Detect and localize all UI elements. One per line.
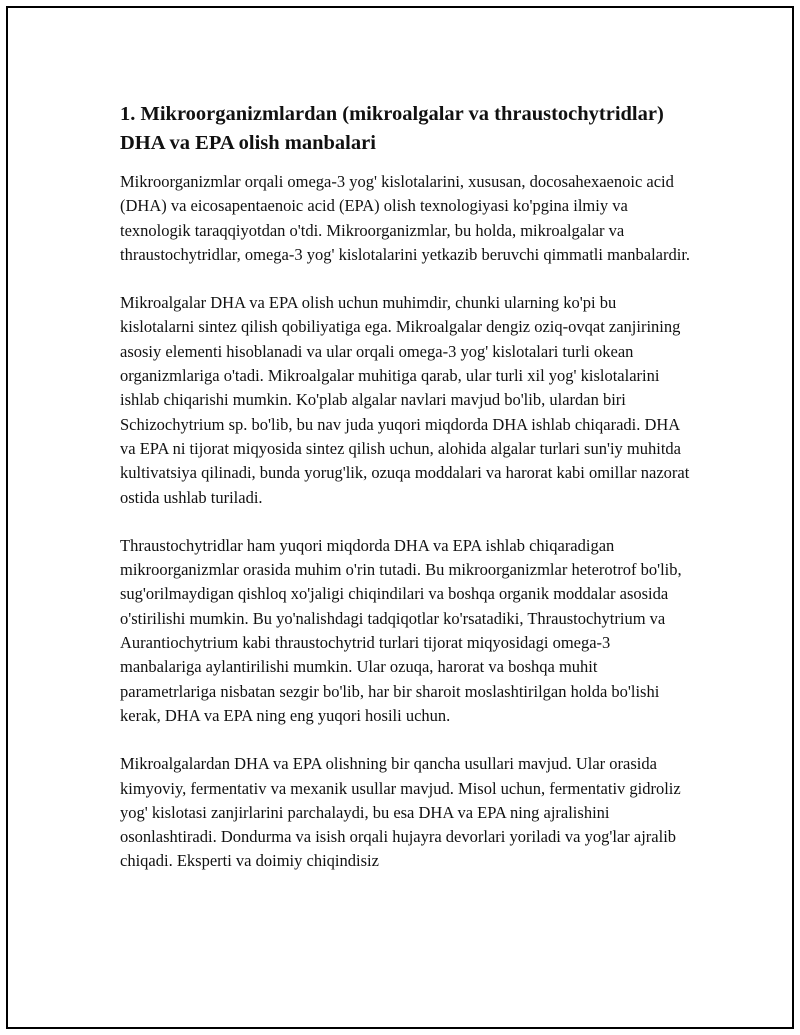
document-page <box>6 6 794 1029</box>
document-body <box>120 100 692 898</box>
paragraph-intro: Mikroorganizmlar orqali omega-3 yog' kislotalarini, xususan, docosahexaenoic acid (DHA) va eicosapentaenoic acid (EPA) olish texnologiyasi ko'pgina ilmiy va texnologik taraqqiyotdan o'tdi. Mikroorganizmlar, bu holda, mikroalgalar va thraustochytridlar, omega-3 yog' kislotalarini yetkazib beruvchi qimmatli manbalardir. <box>120 172 691 264</box>
paragraph-microalgae: Mikroalgalar DHA va EPA olish uchun muhimdir, chunki ularning ko'pi bu kislotalarni sintez qilish qobiliyatiga ega. Mikroalgalar dengiz oziq-ovqat zanjirining asosiy elementi hisoblanadi va ular orqali omega-3 yog' kislotalari turli okean organizmlariga o'tadi. Mikroalgalar muhitiga qarab, ular turli xil yog' kislotalarini ishlab chiqarishi mumkin. Ko'plab algalar navlari mavjud bo'lib, ulardan biri Schizochytrium sp. bo'lib, bu nav juda yuqori miqdorda DHA ishlab chiqaradi. DHA va EPA ni tijorat miqyosida sintez qilish uchun, alohida algalar turlari sun'iy muhitda kultivatsiya qilinadi, bunda yorug'lik, ozuqa moddalari va harorat kabi omillar nazorat ostida ushlab turiladi. <box>120 293 690 507</box>
paragraph-extraction-methods: Mikroalgalardan DHA va EPA olishning bir qancha usullari mavjud. Ular orasida kimyoviy, fermentativ va mexanik usullar mavjud. Misol uchun, fermentativ gidroliz yog' kislotasi zanjirlarini parchalaydi, bu esa DHA va EPA ning ajralishini osonlashtiradi. Dondurma va isish orqali hujayra devorlari yoriladi va yog'lar ajralib chiqadi. Eksperti va doimiy chiqindisiz <box>120 754 681 871</box>
paragraph-thraustochytrids: Thraustochytridlar ham yuqori miqdorda DHA va EPA ishlab chiqaradigan mikroorganizmlar orasida muhim o'rin tutadi. Bu mikroorganizmlar heterotrof bo'lib, sug'orilmaydigan qishloq xo'jaligi chiqindilari va boshqa organik moddalar asosida o'stirilishi mumkin. Bu yo'nalishdagi tadqiqotlar ko'rsatadiki, Thraustochytrium va Aurantiochytrium kabi thraustochytrid turlari tijorat miqyosidagi omega-3 manbalariga aylantirilishi mumkin. Ular ozuqa, harorat va boshqa muhit parametrlariga nisbatan sezgir bo'lib, har bir sharoit moslashtirilgan holda bo'lishi kerak, DHA va EPA ning eng yuqori hosili uchun. <box>120 535 682 725</box>
section-heading: 1. Mikroorganizmlardan (mikroalgalar va thraustochytridlar) DHA va EPA olish manbalari <box>120 103 664 154</box>
